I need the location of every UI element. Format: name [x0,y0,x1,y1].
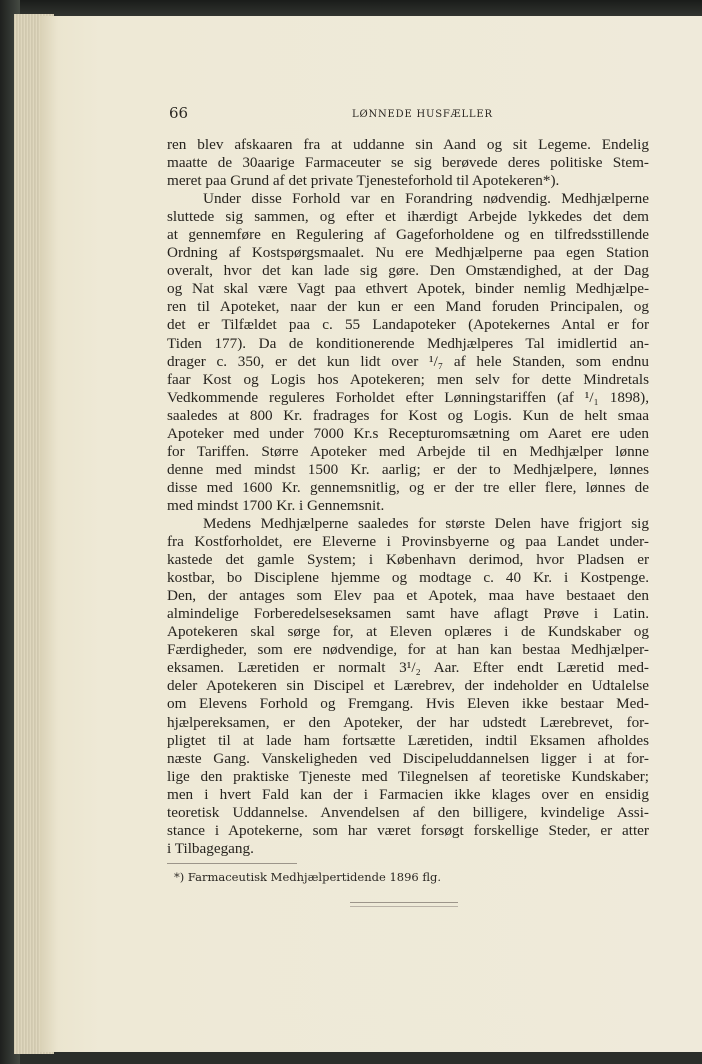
running-head: LØNNEDE HUSFÆLLER [352,109,493,120]
text-line: Medens Medhjælperne saaledes for største Delen have frigjort sig [203,514,649,532]
text-line: disse med 1600 Kr. gennemsnitlig, og er der tre eller flere, lønnes de [167,478,649,496]
text-line: Ordning af Kostspørgsmaalet. Nu ere Medhjælperne paa egen Station [167,244,649,262]
text-line: Under disse Forhold var en Forandring nødvendig. Medhjælperne [203,190,649,208]
text-line: lige den praktiske Tjeneste med Tilegnelsen af teoretiske Kundskaber; [167,767,649,785]
text-line: teoretisk Uddannelse. Anvendelsen af den billigere, kvindelige Assi- [167,803,649,821]
text-line: Apotekeren skal sørge for, at Eleven oplæres i de Kundskaber og [167,623,649,641]
page-number: 66 [169,104,189,122]
text-line: næste Gang. Vanskeligheden ved Discipeluddannelsen ligger i at for- [167,749,649,767]
text-line: med mindst 1700 Kr. i Gennemsnit. [167,496,385,514]
text-line: Den, der antages som Elev paa et Apotek, maa have bestaaet den [167,587,649,605]
footnote: *) Farmaceutisk Medhjælpertidende 1896 flg. [174,870,442,884]
text-line: maatte de 30aarige Farmaceuter se sig berøvede deres politiske Stem- [167,154,649,172]
text-line: pligtet til at lade ham fortsætte Læretiden, indtil Eksamen afholdes [167,731,649,749]
text-line: Apoteker med under 7000 Kr.s Recepturomsætning om Aaret ere uden [167,424,649,442]
text-line: hjælpereksamen, er den Apoteker, der har udstedt Lærebrevet, for- [167,713,649,731]
text-line: saaledes at 800 Kr. fradrages for Kost og Logis. Kun de helt smaa [167,406,649,424]
text-line: sluttede sig sammen, og efter et ihærdigt Arbejde lykkedes det dem [167,208,649,226]
text-line: deler Apotekeren sin Discipel et Lærebrev, der indeholder en Udtalelse [167,677,649,695]
text-line: kastede det gamle System; i København derimod, hvor Pladsen er [167,551,649,569]
text-line: overalt, hvor det kan lade sig gøre. Den Omstændighed, at der Dag [167,262,649,280]
text-line: for Tariffen. Større Apoteker med Arbejde til en Medhjælper lønne [167,442,649,460]
end-rule [350,902,458,907]
text-line: Tiden 177). Da de konditionerende Medhjælperes Tal imidlertid an- [167,334,649,352]
text-line: kostbar, bo Disciplene hjemme og modtage c. 40 Kr. i Kostpenge. [167,569,649,587]
text-line: i Tilbagegang. [167,839,254,857]
text-line: ren blev afskaaren fra at uddanne sin Aand og sit Legeme. Endelig [167,136,649,153]
text-line: Vedkommende reguleres Forholdet efter Lønningstariffen (af ¹/₁ 1898), [167,388,649,406]
footnote-rule [167,863,297,864]
text-line: denne med mindst 1500 Kr. aarlig; er der to Medhjælpere, lønnes [167,460,649,478]
text-line: meret paa Grund af det private Tjenesteforhold til Apotekeren*). [167,172,560,190]
body-text [167,136,649,858]
text-line: fra Kostforholdet, ere Eleverne i Provinsbyerne og paa Landet under- [167,533,649,551]
text-line: drager c. 350, er det kun lidt over ¹/₇ af hele Standen, som endnu [167,352,649,370]
text-line: det er Tilfældet paa c. 55 Landapoteker (Apotekernes Antal er for [167,316,649,334]
text-line: at gennemføre en Regulering af Gageforholdene og en tilfredsstillende [167,226,649,244]
text-line: ren til Apoteket, naar der kun er een Mand foruden Principalen, og [167,298,649,316]
text-line: men i hvert Fald kan der i Farmacien ikke klages over en ensidig [167,785,649,803]
text-line: og Nat skal være Vagt paa ethvert Apotek, binder nemlig Medhjælpe- [167,280,649,298]
text-line: stance i Apotekerne, som har været forsøgt forskellige Steder, er atter [167,821,649,839]
text-line: faar Kost og Logis hos Apotekeren; men selv for dette Mindretals [167,370,649,388]
text-line: om Elevens Forhold og Fremgang. Hvis Eleven ikke bestaar Med- [167,695,649,713]
text-line: almindelige Forberedelseseksamen samt have aflagt Prøve i Latin. [167,605,649,623]
text-line: Færdigheder, som ere nødvendige, for at han kan bestaa Medhjælper- [167,641,649,659]
text-line: eksamen. Læretiden er normalt 3¹/₂ Aar. Efter endt Læretid med- [167,659,649,677]
